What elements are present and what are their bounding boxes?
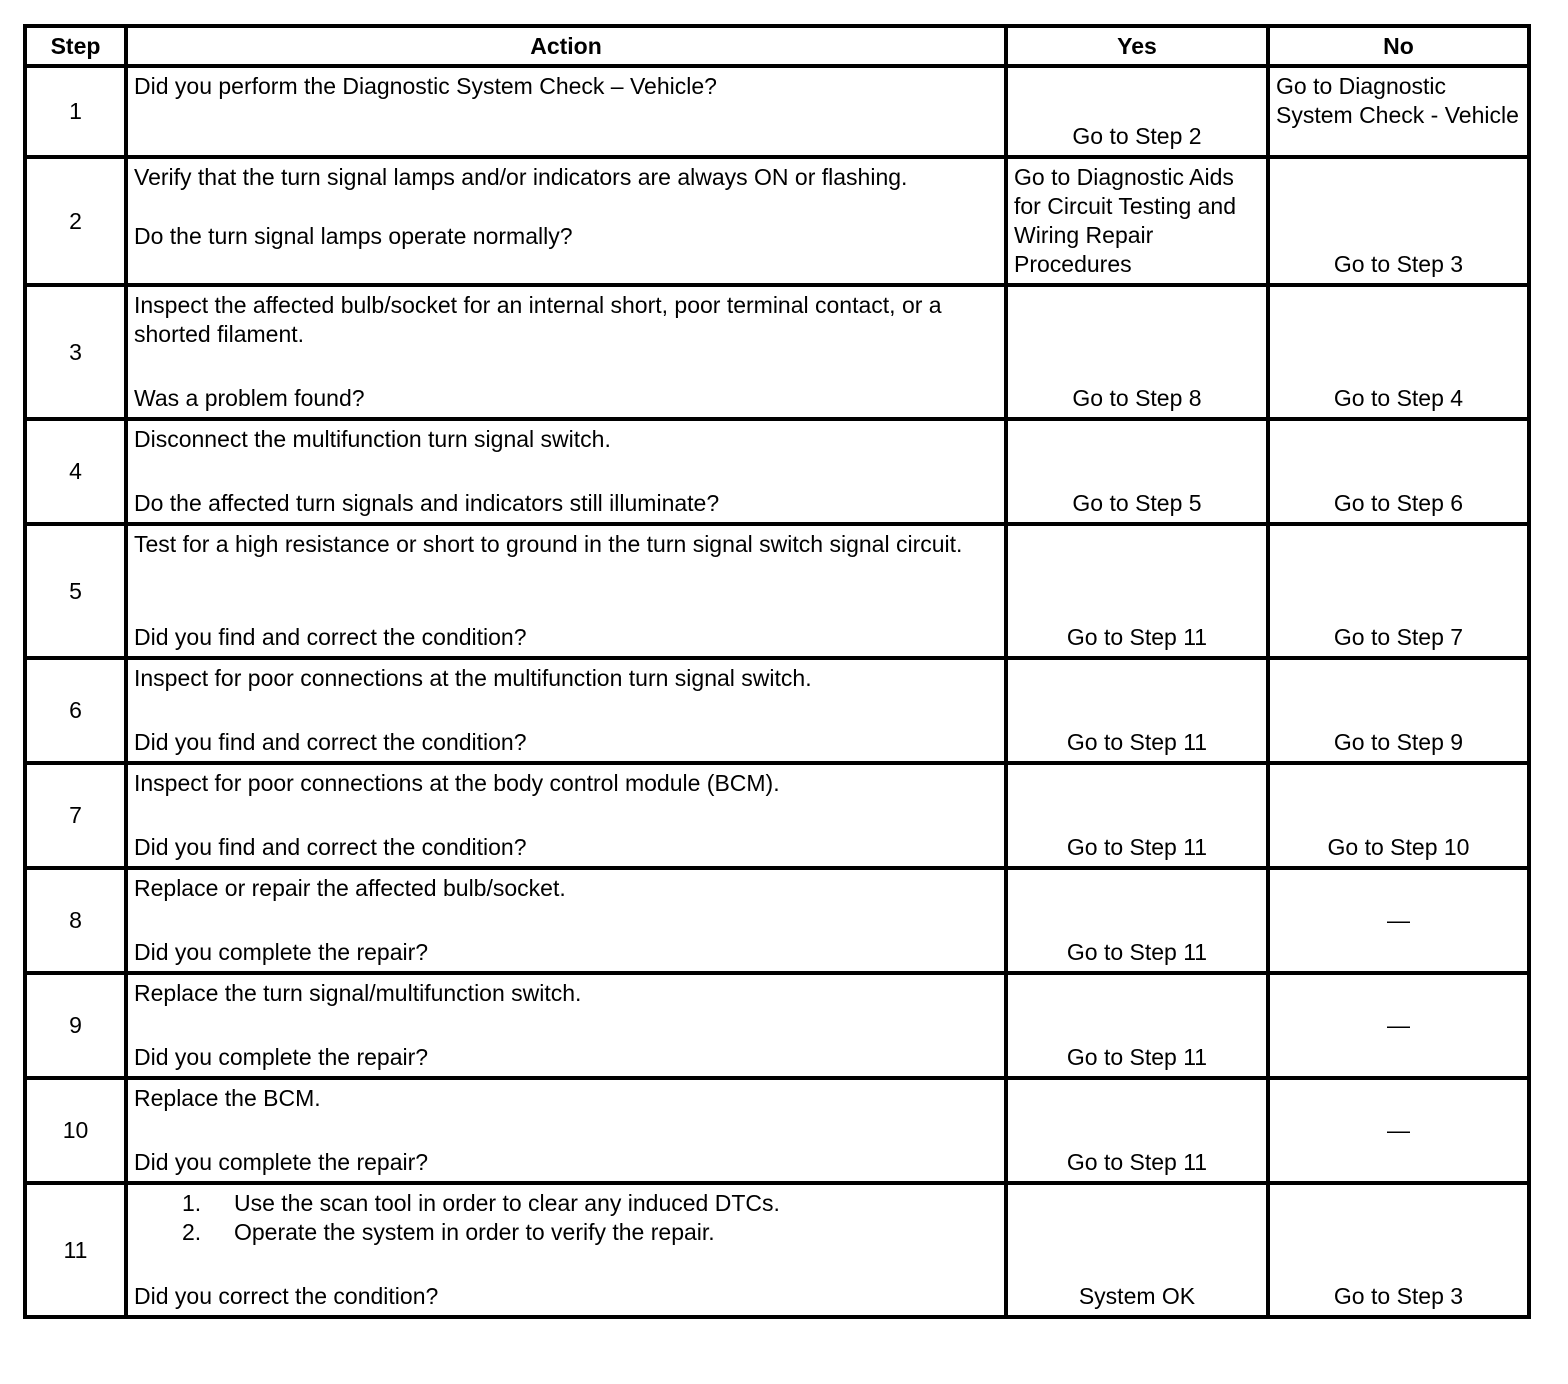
yes-cell: Go to Step 11 xyxy=(1006,868,1268,973)
action-question: Do the turn signal lamps operate normally? xyxy=(134,223,573,249)
action-question: Did you complete the repair? xyxy=(134,1149,429,1175)
header-step: Step xyxy=(25,26,126,66)
action-text: Inspect the affected bulb/socket for an internal short, poor terminal contact, or a shorted filament. xyxy=(134,292,942,347)
action-cell xyxy=(126,66,1006,157)
step-number: 8 xyxy=(25,868,126,973)
yes-cell: Go to Step 11 xyxy=(1006,1078,1268,1183)
action-question: Do the affected turn signals and indicators still illuminate? xyxy=(134,490,720,516)
action-question: Was a problem found? xyxy=(134,385,365,411)
action-cell xyxy=(126,285,1006,419)
action-cell xyxy=(126,658,1006,763)
table-row xyxy=(25,285,1529,419)
yes-cell: Go to Step 11 xyxy=(1006,658,1268,763)
table-row xyxy=(25,1078,1529,1183)
list-number: 1. xyxy=(182,1190,202,1216)
diagnostic-table xyxy=(23,24,1531,1319)
action-cell xyxy=(126,1078,1006,1183)
no-cell: Go to Step 10 xyxy=(1268,763,1529,868)
list-item xyxy=(134,1218,998,1247)
step-number: 7 xyxy=(25,763,126,868)
yes-cell: Go to Diagnostic Aids for Circuit Testing and Wiring Repair Procedures xyxy=(1006,157,1268,285)
no-cell: Go to Diagnostic System Check - Vehicle xyxy=(1268,66,1529,157)
step-number: 1 xyxy=(25,66,126,157)
step-number: 5 xyxy=(25,524,126,658)
action-cell xyxy=(126,157,1006,285)
header-action: Action xyxy=(126,26,1006,66)
action-text: Inspect for poor connections at the multifunction turn signal switch. xyxy=(134,665,812,691)
no-cell: Go to Step 3 xyxy=(1268,1183,1529,1317)
table-row xyxy=(25,66,1529,157)
list-item xyxy=(134,1189,998,1218)
step-number: 2 xyxy=(25,157,126,285)
action-question: Did you complete the repair? xyxy=(134,1044,429,1070)
table-row xyxy=(25,419,1529,524)
yes-cell: Go to Step 11 xyxy=(1006,763,1268,868)
action-question: Did you find and correct the condition? xyxy=(134,729,527,755)
header-row xyxy=(25,26,1529,66)
action-text: Test for a high resistance or short to ground in the turn signal switch signal circuit. xyxy=(134,531,963,557)
no-cell: Go to Step 9 xyxy=(1268,658,1529,763)
yes-cell: Go to Step 5 xyxy=(1006,419,1268,524)
list-number: 2. xyxy=(182,1219,202,1245)
no-cell: Go to Step 7 xyxy=(1268,524,1529,658)
action-text: Replace the BCM. xyxy=(134,1085,321,1111)
step-number: 11 xyxy=(25,1183,126,1317)
step-number: 9 xyxy=(25,973,126,1078)
table-row xyxy=(25,1183,1529,1317)
yes-cell: Go to Step 8 xyxy=(1006,285,1268,419)
table-row xyxy=(25,157,1529,285)
no-cell: Go to Step 3 xyxy=(1268,157,1529,285)
step-number: 6 xyxy=(25,658,126,763)
action-question: Did you complete the repair? xyxy=(134,939,429,965)
yes-cell: Go to Step 2 xyxy=(1006,66,1268,157)
no-cell: — xyxy=(1268,1078,1529,1183)
action-text: Replace the turn signal/multifunction switch. xyxy=(134,980,582,1006)
action-text: Replace or repair the affected bulb/socket. xyxy=(134,875,566,901)
table-row xyxy=(25,868,1529,973)
header-no: No xyxy=(1268,26,1529,66)
action-cell xyxy=(126,763,1006,868)
list-text: Use the scan tool in order to clear any induced DTCs. xyxy=(234,1190,780,1216)
action-text: Disconnect the multifunction turn signal switch. xyxy=(134,426,611,452)
yes-cell: System OK xyxy=(1006,1183,1268,1317)
action-cell xyxy=(126,868,1006,973)
yes-cell: Go to Step 11 xyxy=(1006,973,1268,1078)
action-cell xyxy=(126,419,1006,524)
action-question: Did you find and correct the condition? xyxy=(134,834,527,860)
action-cell xyxy=(126,973,1006,1078)
action-text: Verify that the turn signal lamps and/or indicators are always ON or flashing. xyxy=(134,164,908,190)
no-cell: Go to Step 6 xyxy=(1268,419,1529,524)
header-yes: Yes xyxy=(1006,26,1268,66)
table-row xyxy=(25,763,1529,868)
action-question: Did you correct the condition? xyxy=(134,1283,439,1309)
step-number: 4 xyxy=(25,419,126,524)
action-text: Did you perform the Diagnostic System Check – Vehicle? xyxy=(134,73,717,99)
no-cell: Go to Step 4 xyxy=(1268,285,1529,419)
list-text: Operate the system in order to verify the repair. xyxy=(234,1219,715,1245)
action-cell xyxy=(126,524,1006,658)
action-question: Did you find and correct the condition? xyxy=(134,624,527,650)
table-row xyxy=(25,973,1529,1078)
table-row xyxy=(25,658,1529,763)
step-number: 3 xyxy=(25,285,126,419)
action-cell xyxy=(126,1183,1006,1317)
no-cell: — xyxy=(1268,868,1529,973)
no-cell: — xyxy=(1268,973,1529,1078)
instruction-list xyxy=(134,1189,998,1247)
table-row xyxy=(25,524,1529,658)
step-number: 10 xyxy=(25,1078,126,1183)
action-text: Inspect for poor connections at the body control module (BCM). xyxy=(134,770,780,796)
yes-cell: Go to Step 11 xyxy=(1006,524,1268,658)
